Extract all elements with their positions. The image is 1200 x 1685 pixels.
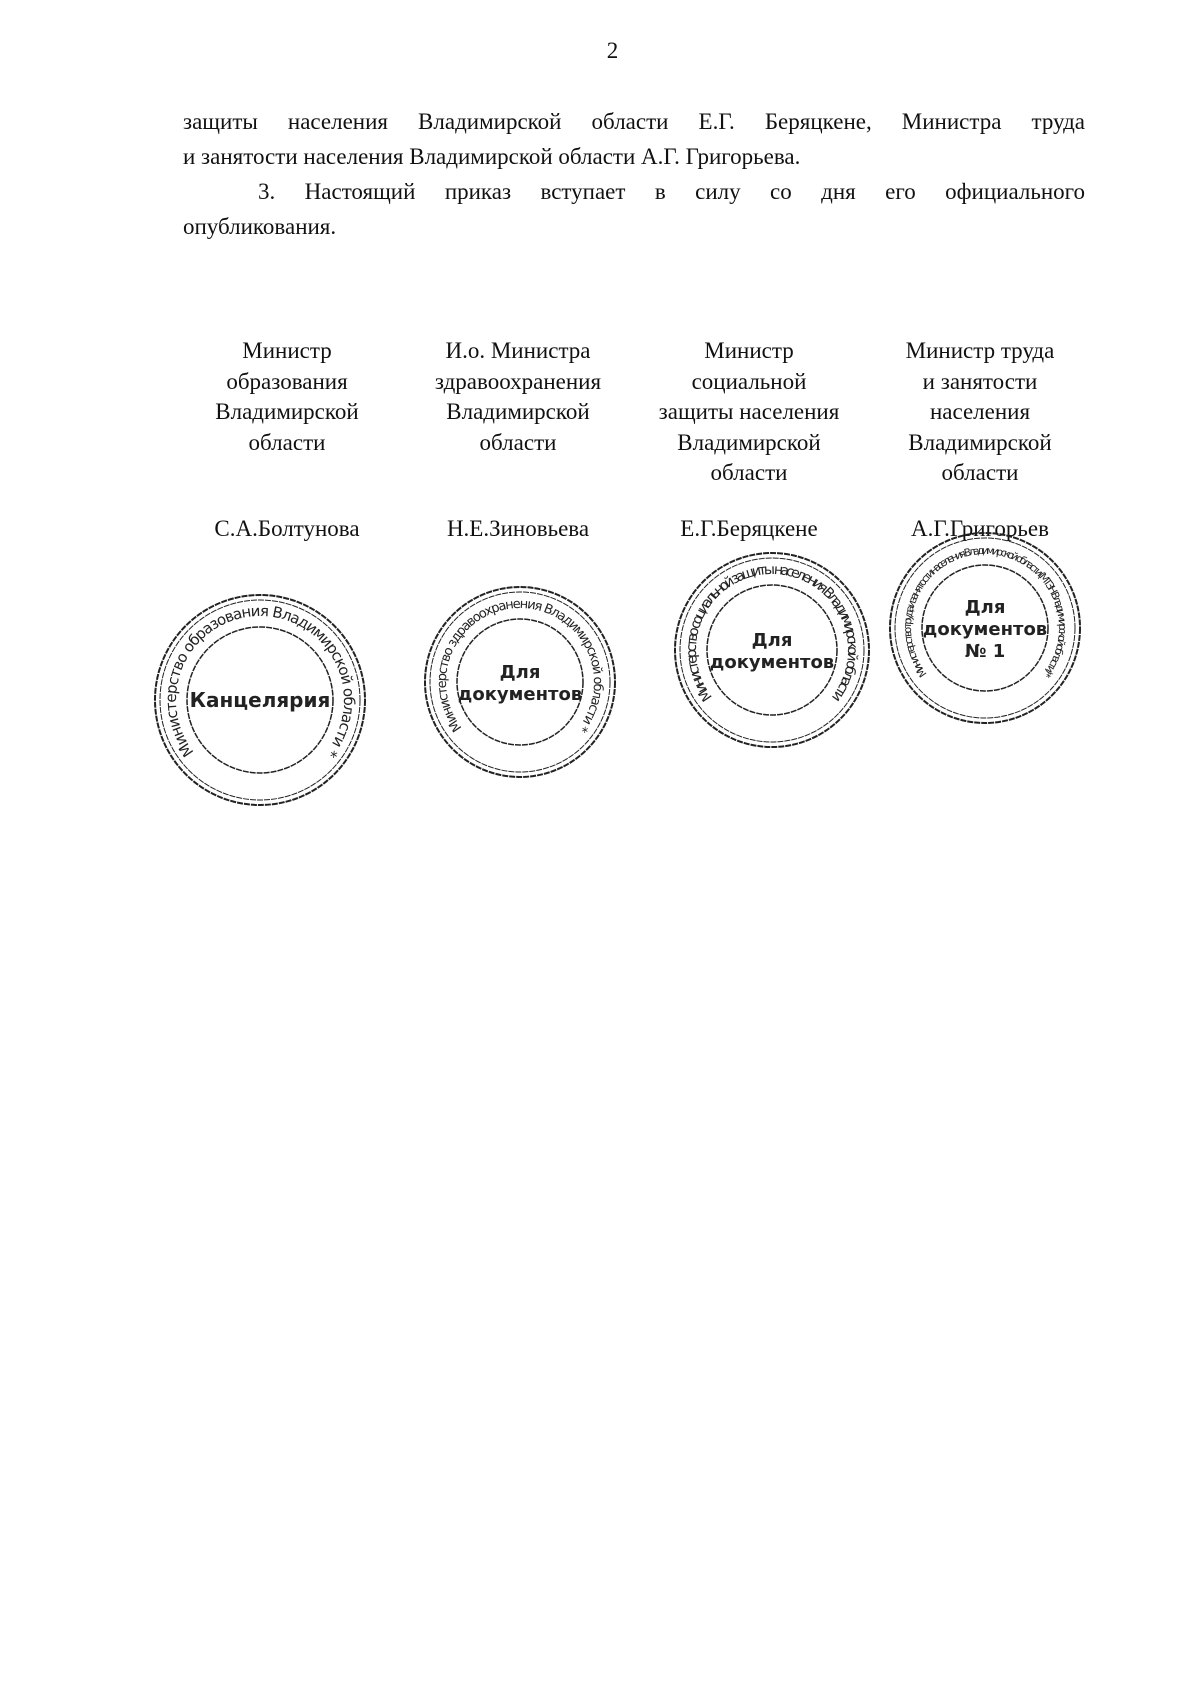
title-line: социальной [691,368,807,394]
title-line: Министр труда [905,338,1055,363]
signatory-title-2 [403,336,633,458]
title-line: Владимирской [677,429,821,455]
body-line: защиты населения Владимирской области Е.Г. Беряцкене, Министра труда [183,109,1085,134]
title-line: населения [929,399,1031,424]
official-stamp-2 [420,582,620,782]
title-line: области [479,429,557,455]
title-line: и занятости [922,368,1038,394]
title-line: области [710,460,788,485]
stamp-ring-text: Министерство образования Владимирской области * [161,601,359,762]
title-line: образования [226,368,348,394]
stamp-center-text: документов [709,652,835,673]
stamp-center-text: Для [964,597,1006,618]
stamp-center-text: документов [457,684,583,705]
stamp-center-text: Канцелярия [189,688,331,712]
stamp-center-text: Для [499,662,541,683]
title-line: Министр [704,338,794,363]
stamp-center-text: документов [922,619,1048,640]
stamp-ring-text: Министерство здравоохранения Владимирской области * [434,596,606,735]
title-line: Владимирской [215,399,359,424]
body-line: и занятости населения Владимирской области А.Г. Григорьева. [183,144,801,169]
stamp-ring-text: Министерство труда и занятости населения Владимирской области (МТЗН Владимирской области) * [901,544,1069,680]
title-line: И.о. Министра [445,338,591,363]
signatory-name-4: А.Г.Григорьев [911,516,1049,541]
signatory-title-3 [634,336,864,489]
signatory-name-3: Е.Г.Беряцкене [680,516,818,541]
signatory-title-4 [865,336,1095,489]
signatory-name-1: С.А.Болтунова [214,516,360,541]
title-line: Владимирской [908,429,1052,455]
title-line: области [941,460,1019,485]
stamp-center-text: Для [751,630,793,651]
body-paragraph-3: 3. Настоящий приказ вступает в силу со дня его официального [258,179,1085,204]
stamp-ring-text: Министерство социальной защиты населения Владимирской области [683,561,861,705]
title-line: Министр [242,338,332,363]
official-stamp-4 [885,528,1085,728]
signatory-name-2: Н.Е.Зиновьева [446,516,590,541]
body-line: опубликования. [183,214,337,239]
title-line: здравоохранения [434,368,602,394]
stamp-center-text: № 1 [964,641,1006,662]
title-line: области [248,429,326,455]
signatory-title-1 [172,336,402,458]
official-stamp-3 [670,548,874,752]
title-line: Владимирской [446,399,590,424]
official-stamp-1 [150,590,370,810]
page-number: 2 [606,38,619,63]
title-line: защиты населения [658,399,840,424]
